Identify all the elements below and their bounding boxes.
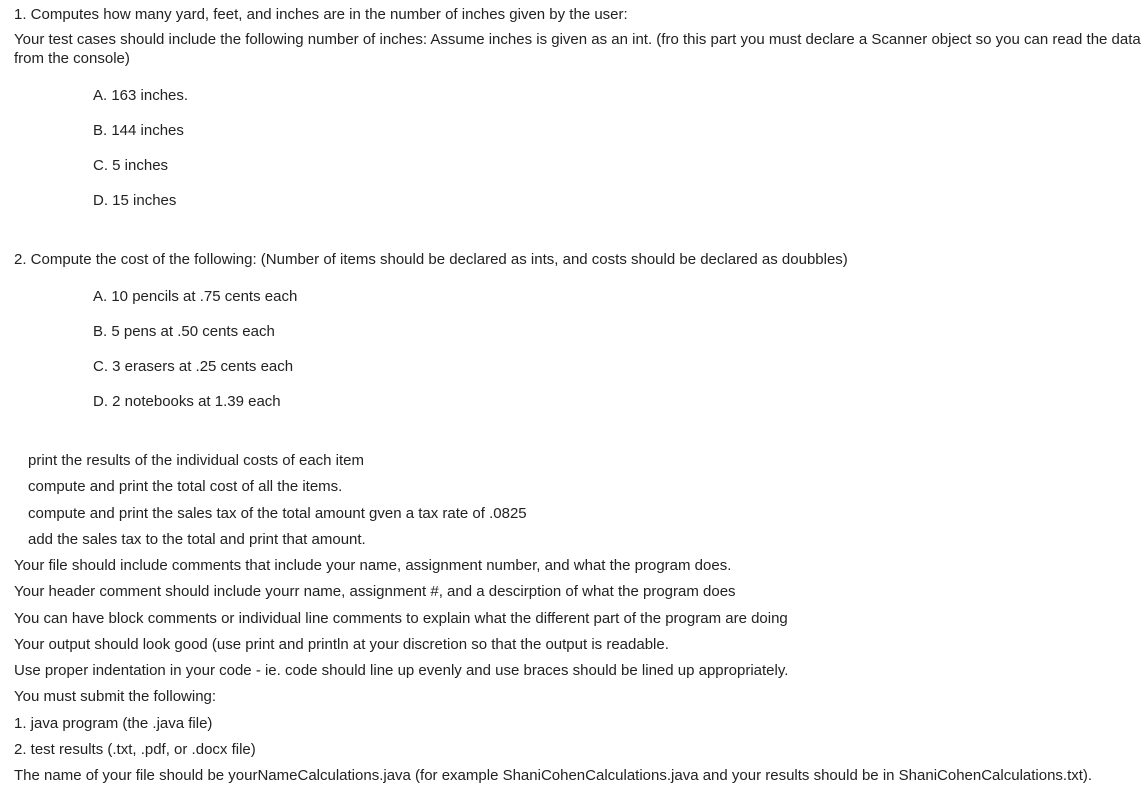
task-print-individual: print the results of the individual costs of each item <box>28 452 365 469</box>
task-total-cost: compute and print the total cost of all the items. <box>28 478 343 495</box>
q1-item-a: A. 163 inches. <box>93 87 189 104</box>
q1-item-b: B. 144 inches <box>93 122 184 139</box>
q2-item-d: D. 2 notebooks at 1.39 each <box>93 393 281 410</box>
task-add-tax: add the sales tax to the total and print that amount. <box>28 531 366 548</box>
q1-item-c: C. 5 inches <box>93 157 169 174</box>
req-submit: You must submit the following: <box>14 688 217 705</box>
q2-item-c: C. 3 erasers at .25 cents each <box>93 358 294 375</box>
req-indentation: Use proper indentation in your code - ie. code should line up evenly and use braces should be lined up appropriately. <box>14 662 789 679</box>
req-block-comments: You can have block comments or individual line comments to explain what the different part of the program are doing <box>14 610 788 627</box>
q1-heading: 1. Computes how many yard, feet, and inches are in the number of inches given by the user: <box>14 6 628 23</box>
file-naming: The name of your file should be yourNameCalculations.java (for example ShaniCohenCalculations.java and your results should be in ShaniCohenCalculations.txt). <box>14 767 1093 784</box>
req-comments: Your file should include comments that include your name, assignment number, and what the program does. <box>14 557 732 574</box>
req-java-program: 1. java program (the .java file) <box>14 715 213 732</box>
req-test-results: 2. test results (.txt, .pdf, or .docx file) <box>14 741 256 758</box>
req-header-comment: Your header comment should include yourr name, assignment #, and a descirption of what the program does <box>14 583 736 600</box>
q2-heading: 2. Compute the cost of the following: (Number of items should be declared as ints, and costs should be declared as doubbles) <box>14 251 848 268</box>
req-output: Your output should look good (use print and println at your discretion so that the output is readable. <box>14 636 669 653</box>
q2-item-a: A. 10 pencils at .75 cents each <box>93 288 298 305</box>
q1-item-d: D. 15 inches <box>93 192 177 209</box>
q1-intro: Your test cases should include the following number of inches: Assume inches is given as an int. (fro this part you must declare a Scanner object so you can read the data from the console) <box>14 31 1141 67</box>
task-sales-tax: compute and print the sales tax of the total amount gven a tax rate of .0825 <box>28 505 527 522</box>
q2-item-b: B. 5 pens at .50 cents each <box>93 323 275 340</box>
